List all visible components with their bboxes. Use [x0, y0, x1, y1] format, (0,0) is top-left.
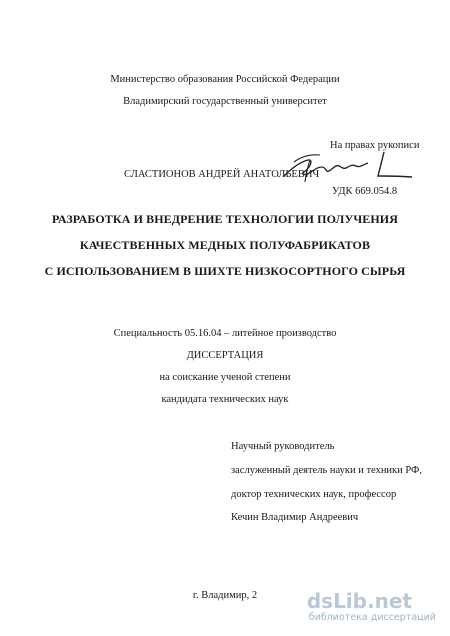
supervisor-title-1: заслуженный деятель науки и техники РФ, [231, 465, 422, 476]
ministry-line: Министерство образования Российской Федерации [110, 74, 340, 85]
document-type: ДИССЕРТАЦИЯ [186, 350, 264, 361]
degree-line-1: на соискание ученой степени [159, 372, 291, 383]
handwritten-signature-icon [280, 146, 420, 188]
author-name: СЛАСТИОНОВ АНДРЕЙ АНАТОЛЬЕВИЧ [124, 169, 320, 180]
title-line-1: РАЗРАБОТКА И ВНЕДРЕНИЕ ТЕХНОЛОГИИ ПОЛУЧЕНИЯ [51, 212, 399, 226]
city-year: г. Владимир, 2 [192, 590, 258, 601]
supervisor-heading: Научный руководитель [231, 441, 335, 452]
degree-line-2: кандидата технических наук [161, 394, 289, 405]
watermark-subtitle: библиотека диссертаций [308, 612, 436, 623]
supervisor-name: Кечин Владимир Андреевич [231, 512, 359, 523]
supervisor-title-2: доктор технических наук, профессор [231, 489, 397, 500]
title-line-2: КАЧЕСТВЕННЫХ МЕДНЫХ ПОЛУФАБРИКАТОВ [79, 238, 371, 252]
udc-code: УДК 669.054.8 [332, 186, 398, 197]
specialty-line: Специальность 05.16.04 – литейное производство [113, 328, 337, 339]
university-line: Владимирский государственный университет [123, 96, 327, 107]
rights-note: На правах рукописи [330, 140, 420, 151]
dslib-watermark [307, 590, 436, 624]
title-line-3: С ИСПОЛЬЗОВАНИЕМ В ШИХТЕ НИЗКОСОРТНОГО СЫРЬЯ [44, 264, 406, 278]
watermark-brand: dsLib.net [306, 589, 412, 613]
